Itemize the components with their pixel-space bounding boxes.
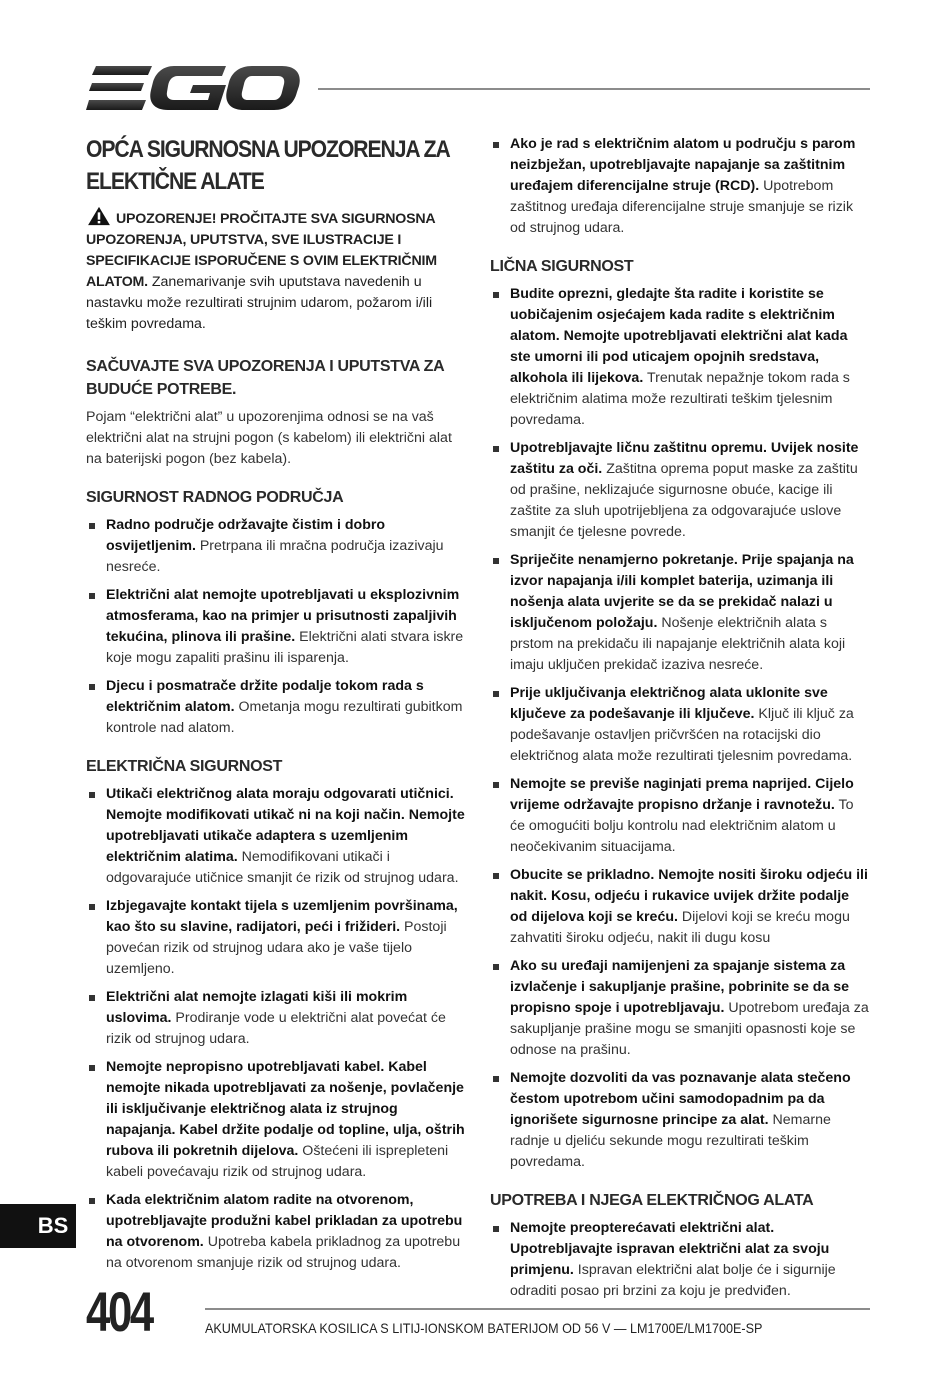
item-bold: Obucite se prikladno. Nemojte nositi široku odjeću ili nakit. Kosu, odjeću i rukavice uvijek držite podalje od dijelova koji se kreću. — [510, 867, 868, 925]
bullet-square-icon — [493, 1076, 499, 1082]
ego-logo — [86, 62, 300, 114]
bullet-square-icon — [493, 691, 499, 697]
list-item — [490, 438, 870, 543]
list-item — [86, 676, 470, 739]
item-bold: Spriječite nenamjerno pokretanje. Prije spajanja na izvor napajanja i/ili komplet baterija, uzimanja ili nošenja alata uvjerite se da se prekidač nalazi u isključenom položaju. — [510, 552, 854, 631]
item-text: Zaštitna oprema poput maske za zaštitu od prašine, neklizajuće sigurnosne obuće, kacige ili zaštite za sluh upotrijebljena za odgovarajuće uslove smanjit će tjelesne povrede. — [510, 461, 858, 540]
bullet-square-icon — [89, 593, 95, 599]
list-item — [86, 1190, 470, 1274]
item-bold: Radno područje održavajte čistim i dobro osvijetljenim. — [106, 517, 386, 554]
list-item — [86, 987, 470, 1050]
bullet-square-icon — [89, 1065, 95, 1071]
item-bold: Električni alat nemojte upotrebljavati u eksplozivnim atmosferama, kao na primjer u prisutnosti zapaljivih tekućina, plinova ili prašine. — [106, 587, 460, 645]
list-item — [490, 956, 870, 1061]
item-text: Nemodifikovani utikači i odgovarajuće utičnice smanjit će rizik od strujnog udara. — [106, 849, 459, 886]
item-bold: Djecu i posmatrače držite podalje tokom rada s električnim alatom. — [106, 678, 424, 715]
right-column — [490, 134, 870, 1309]
list-item — [490, 1068, 870, 1173]
ego-logo-mark — [86, 62, 300, 114]
bullet-square-icon — [493, 558, 499, 564]
item-bold: Nemojte preopterećavati električni alat. Upotrebljavajte ispravan električni alat za svoju primjenu. — [510, 1220, 830, 1278]
save-instructions-heading: SAČUVAJTE SVA UPOZORENJA I UPUTSTVA ZA BUDUĆE POTREBE. — [86, 358, 444, 398]
bullet-square-icon — [89, 904, 95, 910]
list-item — [490, 284, 870, 431]
personal-safety-list — [490, 284, 870, 1173]
item-text: Električni alati stvara iskre koje mogu zapaliti prašinu ili isparenja. — [106, 629, 464, 666]
personal-safety-heading: LIČNA SIGURNOST — [490, 258, 634, 275]
item-text: Ispravan električni alat bolje će i sigurnije odraditi posao pri brzini za koju je predviđen. — [510, 1262, 836, 1299]
bullet-square-icon — [493, 782, 499, 788]
item-bold: Prije uključivanja električnog alata uklonite sve ključeve za podešavanje ili ključeve. — [510, 685, 828, 722]
list-item — [86, 585, 470, 669]
warning-text: Zanemarivanje svih uputstava navedenih u nastavku može rezultirati strujnim udarom, požarom i/ili teškim povredama. — [86, 274, 433, 332]
bullet-square-icon — [89, 995, 95, 1001]
term-definition: Pojam “električni alat” u upozorenjima odnosi se na vaš električni alat na strujni pogon (s kabelom) ili električni alat na baterijski pogon (bez kabela). — [86, 409, 452, 467]
bullet-square-icon — [89, 792, 95, 798]
item-text: Pretrpana ili mračna područja izazivaju nesreće. — [106, 538, 444, 575]
item-bold: Ako je rad s električnim alatom u području s parom neizbježan, upotrebljavajte napajanje sa zaštitnim uređajem diferencijalne struje (RCD). — [510, 136, 856, 194]
bullet-square-icon — [89, 523, 95, 529]
list-item — [490, 865, 870, 949]
item-bold: Upotrebljavajte ličnu zaštitnu opremu. Uvijek nosite zaštitu za oči. — [510, 440, 859, 477]
list-item — [490, 774, 870, 858]
item-bold: Nemojte nepropisno upotrebljavati kabel. Kabel nemojte nikada upotrebljavati za nošenje, povlačenje ili isključivanje električnog alata iz strujnog napajanja. Kabel držite podalje od topline, ulja, oštrih rubova ili pokretnih dijelova. — [106, 1059, 465, 1159]
list-item — [490, 683, 870, 767]
item-bold: Budite oprezni, gledajte šta radite i koristite se uobičajenim osjećajem kada radite s električnim alatom. Nemojte upotrebljavati električni alat kada ste umorni ili pod uticajem opojnih sredstava, alkohola ili lijekova. — [510, 286, 848, 386]
bullet-square-icon — [493, 292, 499, 298]
list-item — [86, 896, 470, 980]
bullet-square-icon — [493, 873, 499, 879]
item-text: Oštećeni ili isprepleteni kabeli povećavaju rizik od strujnog udara. — [106, 1143, 449, 1180]
list-item — [490, 550, 870, 676]
tool-use-heading: UPOTREBA I NJEGA ELEKTRIČNOG ALATA — [490, 1192, 814, 1209]
item-bold: Nemojte dozvoliti da vas poznavanje alata stečeno čestom upotrebom učini samodopadnim pa da ignorišete sigurnosne principe za alat. — [510, 1070, 851, 1128]
item-text: Prodiranje vode u električni alat povećat će rizik od strujnog udara. — [106, 1010, 446, 1047]
item-bold: Kada električnim alatom radite na otvorenom, upotrebljavajte produžni kabel prikladan za upotrebu na otvorenom. — [106, 1192, 463, 1250]
list-item — [86, 1057, 470, 1183]
left-column — [86, 134, 470, 1281]
warning-triangle-icon — [86, 206, 112, 226]
item-text: Trenutak nepažnje tokom rada s električnim alatima može rezultirati teškim tjelesnim povredama. — [510, 370, 850, 428]
item-text: Ključ ili ključ za podešavanje ostavljen pričvršćen na rotacijski dio električnog alata može rezultirati tjelesnim povredama. — [510, 706, 854, 764]
item-text: Postoji povećan rizik od strujnog udara ako je vaše tijelo uzemljeno. — [106, 919, 447, 977]
item-bold: Električni alat nemojte izlagati kiši ili mokrim uslovima. — [106, 989, 408, 1026]
work-area-heading: SIGURNOST RADNOG PODRUČJA — [86, 489, 344, 506]
tool-use-list — [490, 1218, 870, 1302]
item-text: Upotrebom uređaja za sakupljanje prašine mogu se smanjiti opasnosti koje se odnose na prašinu. — [510, 1000, 869, 1058]
header-rule — [318, 88, 870, 90]
item-text: Nemarne radnje u djeliću sekunde mogu rezultirati teškim povredama. — [510, 1112, 831, 1170]
rcd-list — [490, 134, 870, 239]
item-bold: Utikači električnog alata moraju odgovarati utičnici. Nemojte modifikovati utikač ni na koji način. Nemojte upotrebljavati utikače adaptera s uzemljenim električnim alatima. — [106, 786, 465, 865]
list-item — [490, 134, 870, 239]
footer-rule — [205, 1308, 870, 1310]
item-bold: Izbjegavajte kontakt tijela s uzemljenim površinama, kao što su slavine, radijatori, peći i frižideri. — [106, 898, 458, 935]
electrical-safety-list — [86, 784, 470, 1274]
list-item — [86, 784, 470, 889]
bullet-square-icon — [89, 684, 95, 690]
bullet-square-icon — [493, 964, 499, 970]
item-bold: Nemojte se previše naginjati prema naprijed. Cijelo vrijeme održavajte propisno držanje i ravnotežu. — [510, 776, 854, 813]
bullet-square-icon — [89, 1198, 95, 1204]
warning-block — [86, 206, 470, 335]
page-title: OPĆA SIGURNOSNA UPOZORENJA ZA ELEKTIČNE ALATE — [86, 136, 449, 195]
list-item — [490, 1218, 870, 1302]
bullet-square-icon — [493, 142, 499, 148]
bullet-square-icon — [493, 1226, 499, 1232]
warning-bold: UPOZORENJE! PROČITAJTE SVA SIGURNOSNA UPOZORENJA, UPUTSTVA, SVE ILUSTRACIJE I SPECIFIKACIJE ISPORUČENE S OVIM ELEKTRIČNIM ALATOM. — [86, 211, 437, 290]
electrical-safety-heading: ELEKTRIČNA SIGURNOST — [86, 758, 283, 775]
footer-product-title: AKUMULATORSKA KOSILICA S LITIJ-IONSKOM BATERIJOM OD 56 V — LM1700E/LM1700E-SP — [205, 1320, 763, 1336]
list-item — [86, 515, 470, 578]
item-text: Nošenje električnih alata s prstom na prekidaču ili napajanje električnih alata koji imaju uključen prekidač izaziva nesreće. — [510, 615, 846, 673]
item-text: Upotrebom zaštitnog uređaja diferencijalne struje smanjuje se rizik od strujnog udara. — [510, 178, 854, 236]
item-bold: Ako su uređaji namijenjeni za spajanje sistema za izvlačenje i sakupljanje prašine, pobrinite se da se propisno spoje i upotrebljavaju. — [510, 958, 850, 1016]
work-area-list — [86, 515, 470, 739]
page-number: 404 — [86, 1280, 152, 1343]
bullet-square-icon — [493, 446, 499, 452]
item-text: Ometanja mogu rezultirati gubitkom kontrole nad alatom. — [106, 699, 463, 736]
item-text: Dijelovi koji se kreću mogu zahvatiti široku odjeću, nakit ili dugu kosu — [510, 909, 850, 946]
item-text: To će omogućiti bolju kontrolu nad električnim alatom u neočekivanim situacijama. — [510, 797, 854, 855]
language-tab: BS — [0, 1204, 76, 1248]
item-text: Upotreba kabela prikladnog za upotrebu na otvorenom smanjuje rizik od strujnog udara. — [106, 1234, 461, 1271]
